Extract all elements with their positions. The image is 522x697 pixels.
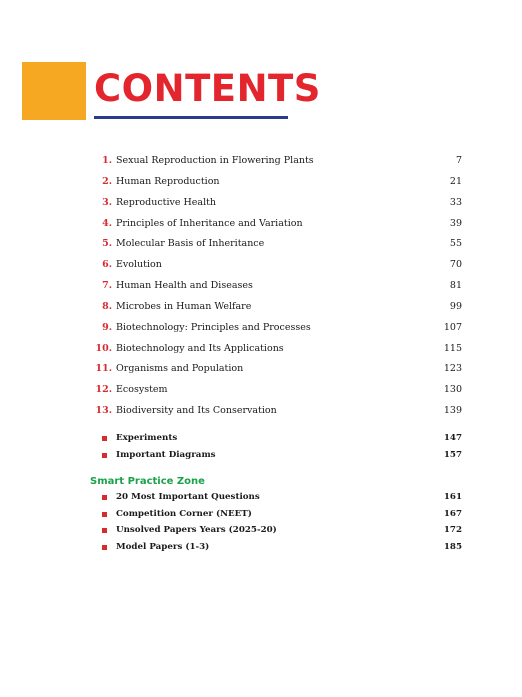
- smart-zone-row[interactable]: [90, 489, 462, 506]
- square-bullet-icon: [102, 495, 107, 500]
- chapter-title: Evolution: [116, 259, 162, 271]
- chapter-number: 4.: [102, 217, 112, 229]
- chapter-list: [90, 151, 462, 422]
- smart-zone-title: Unsolved Papers Years (2025-20): [116, 525, 277, 535]
- square-bullet-icon: [102, 528, 107, 533]
- page-number: 7: [455, 155, 462, 166]
- chapter-number: 3.: [102, 196, 112, 208]
- chapter-title: Reproductive Health: [116, 196, 217, 208]
- toc-row[interactable]: [90, 297, 462, 318]
- toc-row[interactable]: [90, 151, 462, 172]
- page-number: 107: [443, 321, 462, 333]
- chapter-title: Molecular Basis of Inheritance: [116, 238, 265, 250]
- page-number: 115: [443, 342, 462, 354]
- square-bullet-icon: [102, 436, 107, 441]
- toc-row[interactable]: [90, 339, 462, 360]
- chapter-title: Human Health and Diseases: [116, 280, 253, 292]
- page-number: 185: [443, 541, 462, 552]
- page-number: 157: [443, 449, 462, 460]
- chapter-number: 1.: [102, 155, 112, 166]
- smart-zone-row[interactable]: [90, 539, 462, 556]
- chapter-number: 8.: [102, 300, 112, 312]
- title-underline: [94, 116, 288, 119]
- smart-zone-title: 20 Most Important Questions: [116, 492, 260, 502]
- chapter-number: 10.: [95, 342, 112, 354]
- toc-row[interactable]: [90, 172, 462, 193]
- smart-zone-list: [90, 489, 462, 555]
- chapter-number: 7.: [102, 280, 112, 292]
- page-title: CONTENTS: [94, 67, 321, 110]
- page-number: 139: [443, 405, 462, 417]
- chapter-title: Sexual Reproduction in Flowering Plants: [116, 155, 314, 166]
- toc-row[interactable]: [90, 214, 462, 235]
- toc-row[interactable]: [90, 255, 462, 276]
- toc-row[interactable]: [90, 234, 462, 255]
- chapter-number: 5.: [102, 238, 112, 250]
- page-number: 70: [449, 259, 462, 271]
- chapter-title: Biotechnology: Principles and Processes: [116, 321, 311, 333]
- chapter-title: Principles of Inheritance and Variation: [116, 217, 303, 229]
- page-number: 21: [449, 175, 462, 187]
- page-number: 147: [443, 433, 462, 443]
- extras-row[interactable]: [90, 430, 462, 447]
- orange-accent-box: [22, 62, 86, 120]
- page-number: 39: [449, 217, 462, 229]
- page-number: 167: [443, 508, 462, 519]
- chapter-number: 6.: [102, 259, 112, 271]
- chapter-number: 12.: [95, 384, 112, 396]
- square-bullet-icon: [102, 453, 107, 458]
- smart-zone-row[interactable]: [90, 522, 462, 539]
- smart-zone-row[interactable]: [90, 506, 462, 523]
- square-bullet-icon: [102, 545, 107, 550]
- smart-zone-title: Model Papers (1-3): [116, 541, 210, 552]
- page-number: 130: [443, 384, 462, 396]
- toc-row[interactable]: [90, 380, 462, 401]
- square-bullet-icon: [102, 512, 107, 517]
- page-number: 55: [449, 238, 462, 250]
- chapter-title: Ecosystem: [116, 384, 168, 396]
- extras-list: [90, 430, 462, 463]
- chapter-number: 2.: [102, 175, 112, 187]
- toc-row[interactable]: [90, 276, 462, 297]
- toc-row[interactable]: [90, 359, 462, 380]
- chapter-title: Organisms and Population: [116, 363, 244, 375]
- page-number: 172: [443, 525, 462, 535]
- page-number: 99: [449, 300, 462, 312]
- toc-row[interactable]: [90, 401, 462, 422]
- extras-row[interactable]: [90, 447, 462, 464]
- smart-zone-title: Competition Corner (NEET): [116, 508, 252, 519]
- page-number: 81: [449, 280, 462, 292]
- chapter-number: 9.: [102, 321, 112, 333]
- page-number: 123: [443, 363, 462, 375]
- toc-row[interactable]: [90, 193, 462, 214]
- chapter-title: Biotechnology and Its Applications: [116, 342, 284, 354]
- page-number: 33: [449, 196, 462, 208]
- toc-row[interactable]: [90, 318, 462, 339]
- page-number: 161: [443, 492, 462, 502]
- extras-title: Important Diagrams: [116, 449, 216, 460]
- chapter-title: Biodiversity and Its Conservation: [116, 405, 277, 417]
- chapter-title: Human Reproduction: [116, 175, 220, 187]
- chapter-number: 11.: [95, 363, 112, 375]
- chapter-title: Microbes in Human Welfare: [116, 300, 252, 312]
- chapter-number: 13.: [95, 405, 112, 417]
- smart-zone-heading: Smart Practice Zone: [90, 476, 205, 487]
- extras-title: Experiments: [116, 433, 178, 443]
